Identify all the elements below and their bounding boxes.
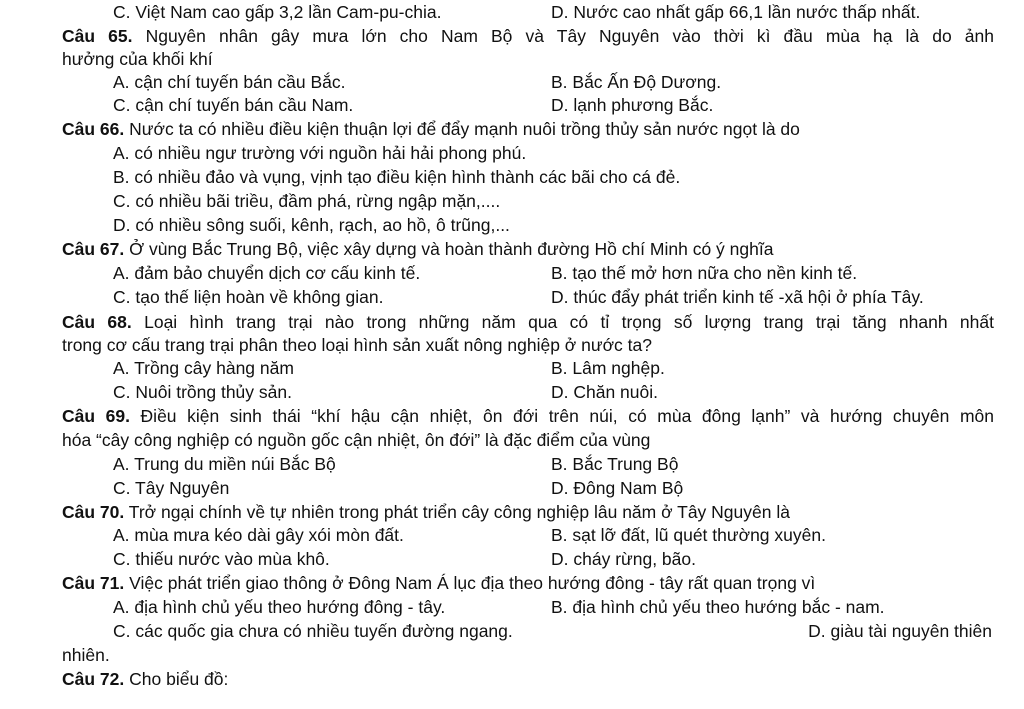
q65-option-a: A. cận chí tuyến bán cầu Bắc. xyxy=(113,72,346,92)
q65-option-c: C. cận chí tuyến bán cầu Nam. xyxy=(113,95,354,115)
q68-label: Câu 68. xyxy=(62,312,132,332)
q68-option-c: C. Nuôi trồng thủy sản. xyxy=(113,382,292,402)
q70-option-a: A. mùa mưa kéo dài gây xói mòn đất. xyxy=(113,525,404,545)
q66-label: Câu 66. xyxy=(62,119,125,139)
q66-stem: Câu 66. Nước ta có nhiều điều kiện thuận lợi để đẩy mạnh nuôi trồng thủy sản nước ngọt là do xyxy=(62,119,800,139)
q67-label: Câu 67. xyxy=(62,239,125,259)
q66-option-c: C. có nhiều bãi triều, đầm phá, rừng ngập mặn,.... xyxy=(113,191,501,211)
q68-option-d: D. Chăn nuôi. xyxy=(551,382,659,402)
q70-option-d: D. cháy rừng, bão. xyxy=(551,549,696,569)
q68-option-a: A. Trồng cây hàng năm xyxy=(113,358,294,378)
q67-option-c: C. tạo thế liện hoàn về không gian. xyxy=(113,287,384,307)
q72-stem: Câu 72. Cho biểu đồ: xyxy=(62,669,229,689)
q67-option-a: A. đảm bảo chuyển dịch cơ cấu kinh tế. xyxy=(113,263,421,283)
q65-label: Câu 65. xyxy=(62,26,133,46)
q71-stem: Câu 71. Việc phát triển giao thông ở Đông Nam Á lục địa theo hướng đông - tây rất quan trọng vì xyxy=(62,573,816,593)
q67-stem: Câu 67. Ở vùng Bắc Trung Bộ, việc xây dựng và hoàn thành đường Hồ chí Minh có ý nghĩa xyxy=(62,239,774,259)
q69-option-b: B. Bắc Trung Bộ xyxy=(551,454,679,474)
q69-stem-line2: hóa “cây công nghiệp có nguồn gốc cận nhiệt, ôn đới” là đặc điểm của vùng xyxy=(62,430,651,450)
q70-label: Câu 70. xyxy=(62,502,125,522)
q71-label: Câu 71. xyxy=(62,573,125,593)
q69-label: Câu 69. xyxy=(62,406,130,426)
q67-option-d: D. thúc đẩy phát triển kinh tế -xã hội ở phía Tây. xyxy=(551,287,924,307)
q64-option-c: C. Việt Nam cao gấp 3,2 lần Cam-pu-chia. xyxy=(113,2,442,22)
q68-option-b: B. Lâm nghệp. xyxy=(551,358,665,378)
q71-option-d-continued: nhiên. xyxy=(62,645,110,665)
q64-option-d: D. Nước cao nhất gấp 66,1 lần nước thấp nhất. xyxy=(551,2,921,22)
q70-option-b: B. sạt lỡ đất, lũ quét thường xuyên. xyxy=(551,525,826,545)
q65-option-d: D. lạnh phương Bắc. xyxy=(551,95,714,115)
q65-stem-line2: hưởng của khối khí xyxy=(62,49,213,69)
q69-option-c: C. Tây Nguyên xyxy=(113,478,230,498)
q70-stem: Câu 70. Trở ngại chính về tự nhiên trong phát triển cây công nghiệp lâu năm ở Tây Nguyên là xyxy=(62,502,790,522)
q65-option-b: B. Bắc Ấn Độ Dương. xyxy=(551,72,722,92)
q71-option-c: C. các quốc gia chưa có nhiều tuyến đường ngang. xyxy=(113,621,513,641)
q65-stem-line1: Câu 65. Nguyên nhân gây mưa lớn cho Nam Bộ và Tây Nguyên vào thời kì đầu mùa hạ là do ảnh xyxy=(62,26,995,46)
q66-option-a: A. có nhiều ngư trường với nguồn hải hải phong phú. xyxy=(113,143,527,163)
q70-option-c: C. thiếu nước vào mùa khô. xyxy=(113,549,330,569)
q68-stem-line2: trong cơ cấu trang trại phân theo loại hình sản xuất nông nghiệp ở nước ta? xyxy=(62,335,653,355)
q71-option-b: B. địa hình chủ yếu theo hướng bắc - nam. xyxy=(551,597,885,617)
q66-option-d: D. có nhiều sông suối, kênh, rạch, ao hồ, ô trũng,... xyxy=(113,215,510,235)
q68-stem-line1: Câu 68. Loại hình trang trại nào trong những năm qua có tỉ trọng số lượng trang trại tăng nhanh nhất xyxy=(62,312,994,332)
q71-option-a: A. địa hình chủ yếu theo hướng đông - tây. xyxy=(113,597,446,617)
q66-option-b: B. có nhiều đảo và vụng, vịnh tạo điều kiện hình thành các bãi cho cá đẻ. xyxy=(113,167,681,187)
q69-stem-line1: Câu 69. Điều kiện sinh thái “khí hậu cận nhiệt, ôn đới trên núi, có mùa đông lạnh” và hướng chuyên môn xyxy=(62,406,994,426)
q71-option-d: D. giàu tài nguyên thiên xyxy=(808,621,992,641)
q69-option-d: D. Đông Nam Bộ xyxy=(551,478,684,498)
q72-label: Câu 72. xyxy=(62,669,125,689)
q69-option-a: A. Trung du miền núi Bắc Bộ xyxy=(113,454,336,474)
q67-option-b: B. tạo thế mở hơn nữa cho nền kinh tế. xyxy=(551,263,858,283)
